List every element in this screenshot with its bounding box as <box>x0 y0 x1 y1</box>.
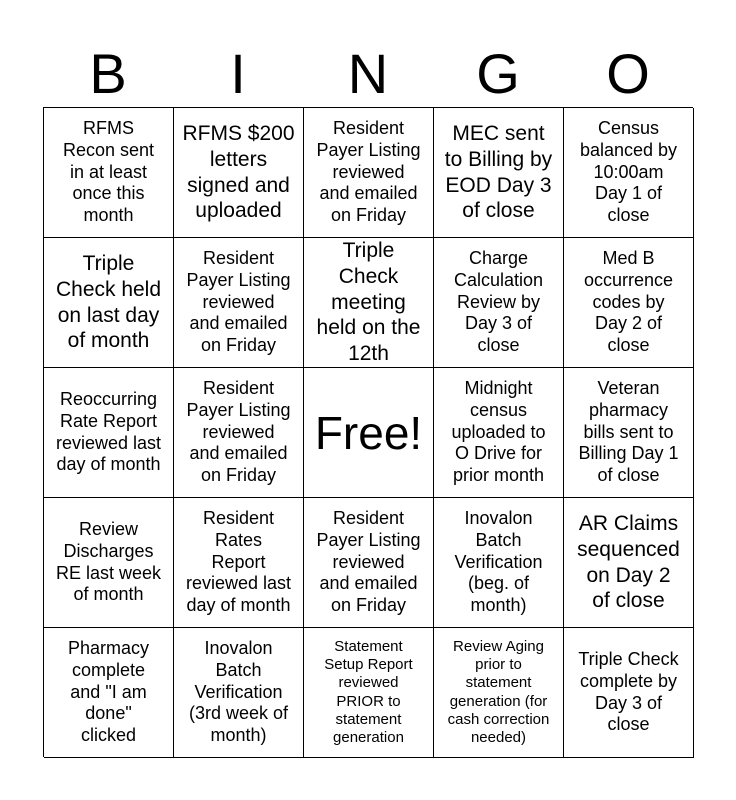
bingo-cell-r1c1[interactable]: RFMS Recon sent in at least once this month <box>44 108 174 238</box>
bingo-cell-r1c3[interactable]: Resident Payer Listing reviewed and emailed on Friday <box>304 108 434 238</box>
header-letter-o: O <box>606 42 650 105</box>
bingo-cell-r3c5[interactable]: Veteran pharmacy bills sent to Billing Day 1 of close <box>564 368 694 498</box>
bingo-cell-r1c2[interactable]: RFMS $200 letters signed and uploaded <box>174 108 304 238</box>
bingo-cell-r4c5[interactable]: AR Claims sequenced on Day 2 of close <box>564 498 694 628</box>
bingo-cell-r2c5[interactable]: Med B occurrence codes by Day 2 of close <box>564 238 694 368</box>
bingo-cell-r2c3[interactable]: Triple Check meeting held on the 12th <box>304 238 434 368</box>
bingo-cell-r4c3[interactable]: Resident Payer Listing reviewed and emailed on Friday <box>304 498 434 628</box>
bingo-cell-r3c4[interactable]: Midnight census uploaded to O Drive for prior month <box>434 368 564 498</box>
header-letter-n: N <box>347 42 389 105</box>
bingo-cell-r5c4[interactable]: Review Aging prior to statement generation (for cash correction needed) <box>434 628 564 758</box>
bingo-cell-r2c2[interactable]: Resident Payer Listing reviewed and emailed on Friday <box>174 238 304 368</box>
header-letter-g: G <box>476 42 520 105</box>
bingo-cell-r3c1[interactable]: Reoccurring Rate Report reviewed last day of month <box>44 368 174 498</box>
bingo-cell-r5c2[interactable]: Inovalon Batch Verification (3rd week of month) <box>174 628 304 758</box>
bingo-header <box>43 40 693 108</box>
bingo-cell-r4c1[interactable]: Review Discharges RE last week of month <box>44 498 174 628</box>
bingo-cell-r1c5[interactable]: Census balanced by 10:00am Day 1 of close <box>564 108 694 238</box>
bingo-cell-r2c1[interactable]: Triple Check held on last day of month <box>44 238 174 368</box>
bingo-cell-r4c2[interactable]: Resident Rates Report reviewed last day of month <box>174 498 304 628</box>
bingo-cell-r4c4[interactable]: Inovalon Batch Verification (beg. of month) <box>434 498 564 628</box>
free-space[interactable]: Free! <box>304 368 434 498</box>
bingo-cell-r5c3[interactable]: Statement Setup Report reviewed PRIOR to statement generation <box>304 628 434 758</box>
bingo-cell-r3c2[interactable]: Resident Payer Listing reviewed and emailed on Friday <box>174 368 304 498</box>
header-letter-i: I <box>230 42 246 105</box>
bingo-cell-r5c1[interactable]: Pharmacy complete and "I am done" clicked <box>44 628 174 758</box>
bingo-cell-r2c4[interactable]: Charge Calculation Review by Day 3 of close <box>434 238 564 368</box>
header-letter-b: B <box>89 42 127 105</box>
bingo-cell-r1c4[interactable]: MEC sent to Billing by EOD Day 3 of close <box>434 108 564 238</box>
bingo-board <box>43 107 693 757</box>
bingo-cell-r5c5[interactable]: Triple Check complete by Day 3 of close <box>564 628 694 758</box>
